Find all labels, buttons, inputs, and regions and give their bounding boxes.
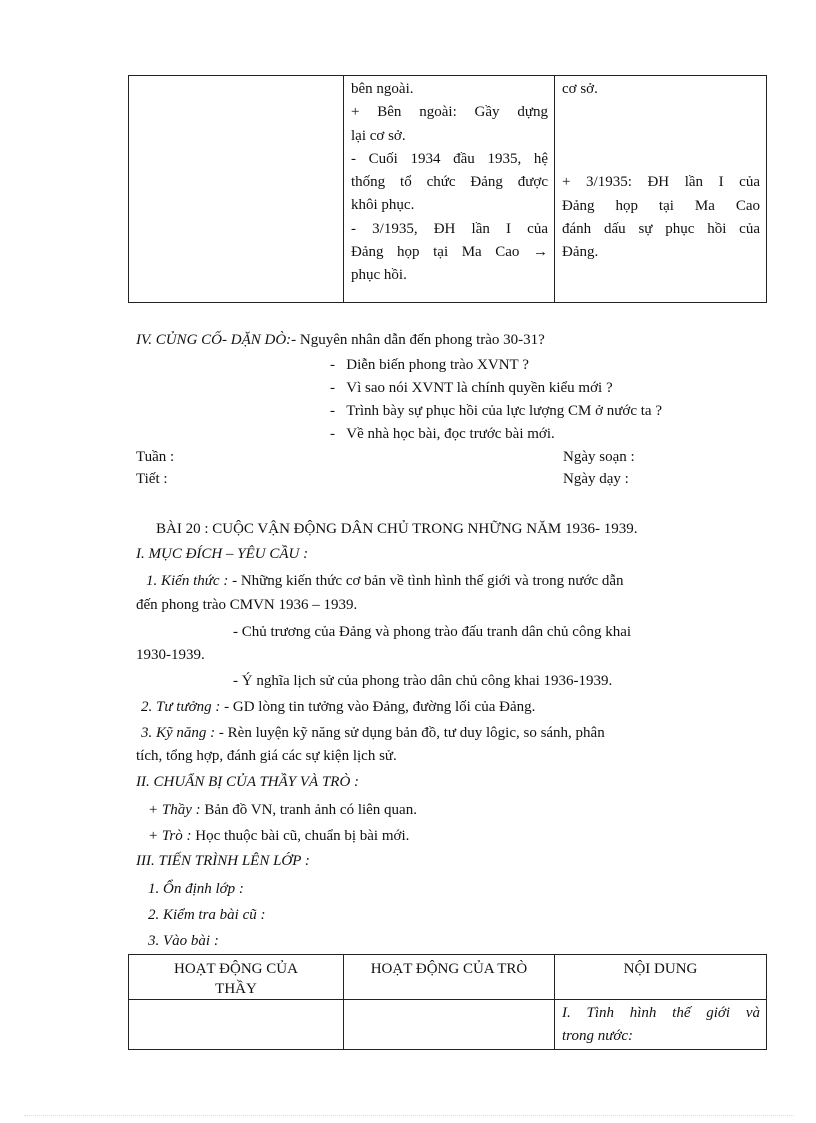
cell-line: khôi phục.	[351, 197, 415, 214]
cell-line: - 3/1935, ĐH lần I của	[351, 220, 548, 237]
review-item: - Nguyên nhân dẫn đến phong trào 30-31?	[291, 332, 545, 348]
review-item: - Diễn biến phong trào XVNT ?	[330, 357, 529, 373]
section1-heading: I. MỤC ĐÍCH – YÊU CẦU :	[136, 546, 309, 562]
header-student-activity: HOẠT ĐỘNG CỦA TRÒ	[344, 955, 555, 1000]
teacher-activity-cell	[129, 1000, 344, 1050]
header-content: NỘI DUNG	[555, 955, 767, 1000]
teacher-activity-cell	[129, 76, 344, 303]
review-item: - Về nhà học bài, đọc trước bài mới.	[330, 426, 555, 442]
knowledge-line: 1930-1939.	[136, 647, 205, 663]
cell-line: bên ngoài.	[351, 81, 414, 97]
knowledge-line: đến phong trào CMVN 1936 – 1939.	[136, 597, 358, 613]
cell-line: + Bên ngoài: Gầy dựng	[351, 104, 548, 121]
week-label: Tuần :	[136, 449, 175, 465]
student-prep: + Trò : Học thuộc bài cũ, chuẩn bị bài mới.	[148, 828, 410, 844]
section2-heading: II. CHUẨN BỊ CỦA THẦY VÀ TRÒ :	[136, 774, 360, 790]
step-2: 2. Kiểm tra bài cũ :	[148, 907, 266, 923]
cell-line: thống tổ chức Đảng được	[351, 174, 548, 191]
skill-line: 3. Kỹ năng : - Rèn luyện kỹ năng sử dụng bản đồ, tư duy lôgic, so sánh, phân	[141, 725, 605, 741]
activity-table	[128, 954, 767, 1050]
knowledge-line: 1. Kiến thức : - Những kiến thức cơ bản về tình hình thế giới và trong nước dẫn	[146, 573, 624, 589]
knowledge-line: - Chủ trương của Đảng và phong trào đấu tranh dân chủ công khai	[233, 624, 632, 640]
cell-line: đánh dấu sự phục hồi của	[562, 220, 760, 237]
top-activity-table	[128, 75, 767, 303]
date-prepared-label: Ngày soạn :	[563, 449, 635, 465]
page-edge	[24, 1115, 794, 1116]
cell-line: lại cơ sở.	[351, 127, 406, 144]
cell-line: Đảng.	[562, 244, 599, 261]
review-heading: IV. CỦNG CỐ- DẶN DÒ:	[136, 332, 292, 348]
thought-line: 2. Tư tưởng : - GD lòng tin tưởng vào Đảng, đường lối của Đảng.	[141, 699, 536, 715]
cell-line: cơ sở.	[562, 81, 598, 97]
date-taught-label: Ngày dạy :	[563, 471, 629, 487]
cell-line: Đảng họp tại Ma Cao	[562, 197, 760, 214]
cell-line: phục hồi.	[351, 267, 407, 284]
step-1: 1. Ổn định lớp :	[148, 881, 244, 897]
cell-line: - Cuối 1934 đầu 1935, hệ	[351, 150, 548, 167]
content-cell	[555, 76, 767, 303]
header-teacher-activity: HOẠT ĐỘNG CỦA THẦY	[129, 955, 344, 1000]
lesson-title: BÀI 20 : CUỘC VẬN ĐỘNG DÂN CHỦ TRONG NHỮNG NĂM 1936- 1939.	[156, 521, 638, 537]
cell-line: Đảng họp tại Ma Cao →	[351, 244, 548, 261]
review-section	[136, 331, 545, 349]
step-3: 3. Vào bài :	[148, 933, 219, 949]
skill-line: tích, tổng hợp, đánh giá các sự kiện lịch sử.	[136, 748, 397, 764]
content-cell: I. Tình hình thế giới và trong nước:	[555, 1000, 767, 1050]
student-activity-cell	[344, 76, 555, 303]
review-item: - Vì sao nói XVNT là chính quyền kiểu mới ?	[330, 380, 613, 396]
student-activity-cell	[344, 1000, 555, 1050]
section3-heading: III. TIẾN TRÌNH LÊN LỚP :	[136, 853, 310, 869]
teacher-prep: + Thầy : Bản đồ VN, tranh ảnh có liên quan.	[148, 802, 417, 818]
knowledge-line: - Ý nghĩa lịch sử của phong trào dân chủ công khai 1936-1939.	[233, 673, 613, 689]
period-label: Tiết :	[136, 471, 168, 487]
cell-line: + 3/1935: ĐH lần I của	[562, 174, 760, 191]
review-item: - Trình bày sự phục hồi của lực lượng CM ở nước ta ?	[330, 403, 662, 419]
